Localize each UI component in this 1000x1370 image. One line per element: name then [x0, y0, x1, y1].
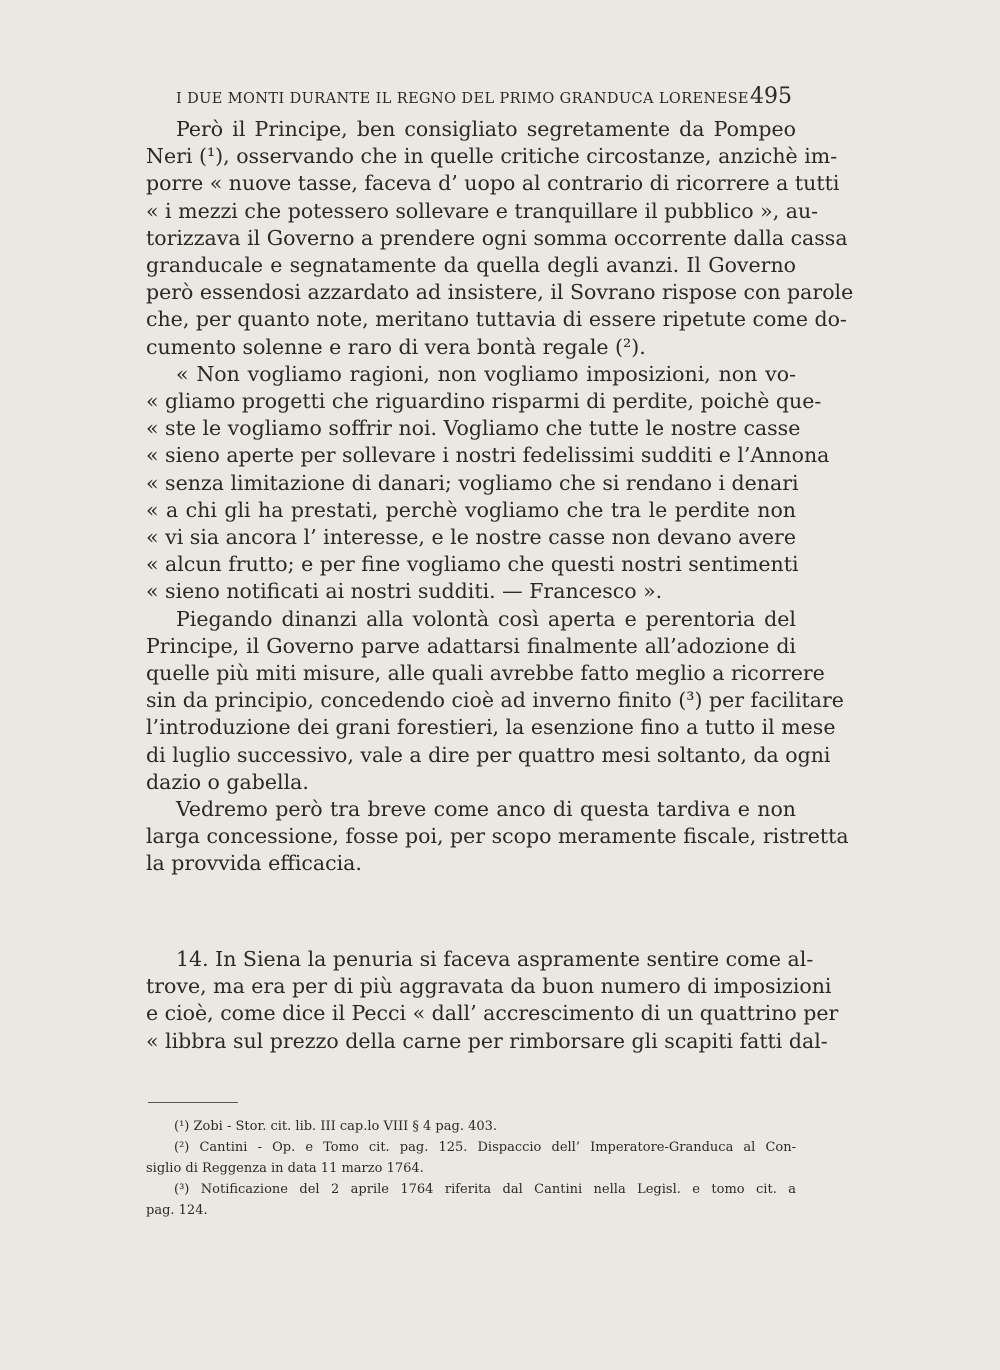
main-text — [146, 116, 854, 878]
page-number: 495 — [750, 84, 792, 109]
footnote-line: pag. 124. — [146, 1203, 208, 1218]
footnote-line: (²) Cantini - Op. e Tomo cit. pag. 125. Dispaccio dell’ Imperatore-Granduca al Con- — [174, 1140, 796, 1155]
text-line: dazio o gabella. — [146, 769, 309, 794]
text-line: 14. In Siena la penuria si faceva aspramente sentire come al- — [176, 947, 814, 971]
text-line: Vedremo però tra breve come anco di questa tardiva e non — [176, 797, 796, 822]
text-line: porre « nuove tasse, faceva d’ uopo al contrario di ricorrere a tutti — [146, 171, 840, 196]
text-line: « libbra sul prezzo della carne per rimborsare gli scapiti fatti dal- — [146, 1028, 828, 1053]
quote-line: « sieno notificati ai nostri sudditi. — Francesco ». — [146, 579, 663, 604]
running-title: I DUE MONTI DURANTE IL REGNO DEL PRIMO GRANDUCA LORENESE — [176, 91, 749, 107]
text-line: larga concessione, fosse poi, per scopo meramente fiscale, ristretta — [146, 824, 849, 849]
text-line: sin da principio, concedendo cioè ad inverno finito (³) per facilitare — [146, 688, 844, 713]
quote-line: « ste le vogliamo soffrir noi. Vogliamo che tutte le nostre casse — [146, 416, 801, 441]
text-line: Principe, il Governo parve adattarsi finalmente all’adozione di — [146, 633, 796, 658]
page-header — [176, 84, 792, 109]
quote-line: « sieno aperte per sollevare i nostri fedelissimi sudditi e l’Annona — [146, 443, 830, 468]
text-line: di luglio successivo, vale a dire per quattro mesi soltanto, da ogni — [146, 742, 831, 767]
text-line: quelle più miti misure, alle quali avrebbe fatto meglio a ricorrere — [146, 661, 825, 686]
text-line: granducale e segnatamente da quella degli avanzi. Il Governo — [146, 253, 796, 278]
text-line: trove, ma era per di più aggravata da buon numero di imposizioni — [146, 974, 832, 999]
footnote-line: (³) Notificazione del 2 aprile 1764 riferita dal Cantini nella Legisl. e tomo cit. a — [174, 1182, 796, 1197]
text-line: Neri (¹), osservando che in quelle critiche circostanze, anzichè im- — [146, 144, 838, 169]
footnote-separator — [148, 1102, 238, 1103]
quote-line: « senza limitazione di danari; vogliamo che si rendano i denari — [146, 470, 799, 495]
text-line: torizzava il Governo a prendere ogni somma occorrente dalla cassa — [146, 225, 848, 250]
text-line: « i mezzi che potessero sollevare e tranquillare il pubblico », au- — [146, 198, 819, 223]
quote-line: « vi sia ancora l’ interesse, e le nostre casse non devano avere — [146, 525, 796, 550]
quote-line: « Non vogliamo ragioni, non vogliamo imposizioni, non vo- — [176, 361, 796, 386]
text-line: però essendosi azzardato ad insistere, il Sovrano rispose con parole — [146, 280, 854, 305]
text-line: l’introduzione dei grani forestieri, la esenzione fino a tutto il mese — [146, 715, 836, 740]
text-line: che, per quanto note, meritano tuttavia di essere ripetute come do- — [146, 307, 847, 332]
text-line: cumento solenne e raro di vera bontà regale (²). — [146, 334, 646, 359]
section-14-text — [146, 946, 839, 1055]
quote-line: « alcun frutto; e per fine vogliamo che questi nostri sentimenti — [146, 552, 799, 577]
text-line: Però il Principe, ben consigliato segretamente da Pompeo — [176, 117, 796, 141]
footnotes — [146, 1116, 796, 1221]
footnote-line: (¹) Zobi - Stor. cit. lib. III cap.lo VIII § 4 pag. 403. — [174, 1119, 498, 1134]
text-line: e cioè, come dice il Pecci « dall’ accrescimento di un quattrino per — [146, 1001, 839, 1026]
text-line: Piegando dinanzi alla volontà così aperta e perentoria del — [176, 606, 796, 631]
quote-line: « gliamo progetti che riguardino risparmi di perdite, poichè que- — [146, 389, 822, 414]
quote-line: « a chi gli ha prestati, perchè vogliamo che tra le perdite non — [146, 497, 796, 522]
text-line: la provvida efficacia. — [146, 851, 362, 876]
footnote-line: siglio di Reggenza in data 11 marzo 1764. — [146, 1161, 424, 1176]
